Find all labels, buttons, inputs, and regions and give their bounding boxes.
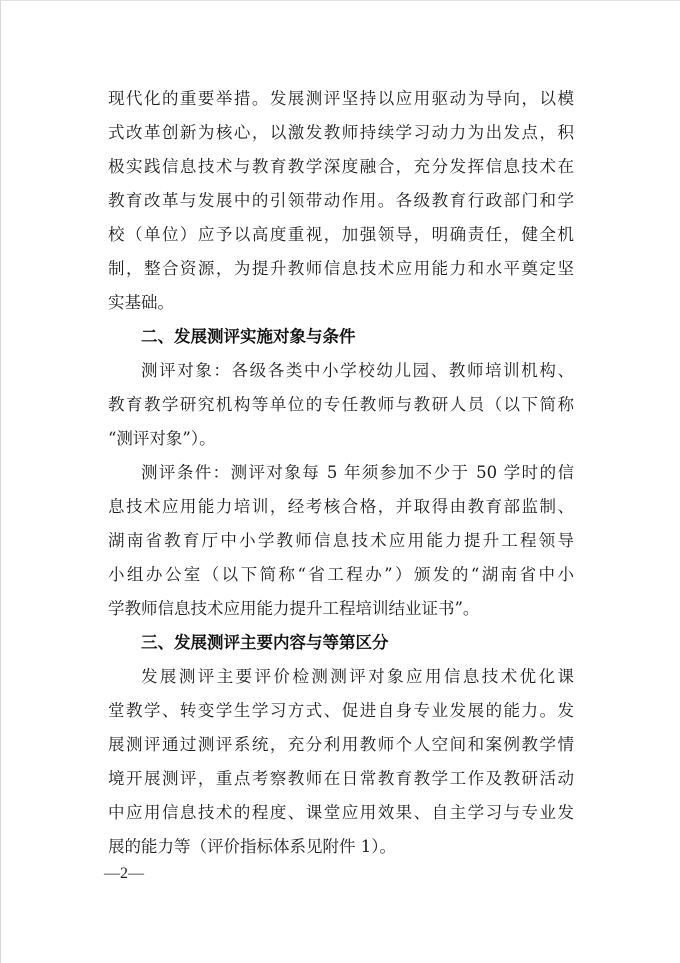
text-line: 堂教学、转变学生学习方式、促进自身专业发展的能力。发 — [108, 701, 574, 720]
page-number: —2— — [104, 865, 144, 882]
text-line: 息技术应用能力培训，经考核合格，并取得由教育部监制、 — [108, 497, 574, 516]
section-heading: 二、发展测评实施对象与条件 — [141, 327, 356, 346]
text-line: 测评条件：测评对象每 5 年须参加不少于 50 学时的信 — [141, 463, 574, 482]
text-line: 境开展测评，重点考察教师在日常教育教学工作及教研活动 — [108, 769, 574, 788]
text-line: 校（单位）应予以高度重视，加强领导，明确责任，健全机 — [108, 225, 574, 244]
text-line: 湖南省教育厅中小学教师信息技术应用能力提升工程领导 — [108, 531, 574, 550]
text-line: 展的能力等（评价指标体系见附件 1）。 — [108, 837, 396, 856]
section-heading: 三、发展测评主要内容与等第区分 — [141, 633, 389, 652]
text-line: 实基础。 — [108, 293, 174, 312]
text-line: 制，整合资源，为提升教师信息技术应用能力和水平奠定坚 — [108, 259, 574, 278]
text-line: 式改革创新为核心，以激发教师持续学习动力为出发点，积 — [108, 123, 574, 142]
text-line: 小组办公室（以下简称“省工程办”）颁发的“湖南省中小 — [108, 565, 574, 584]
text-line: 中应用信息技术的程度、课堂应用效果、自主学习与专业发 — [108, 803, 574, 822]
text-line: 发展测评主要评价检测测评对象应用信息技术优化课 — [141, 667, 574, 686]
text-line: 学教师信息技术应用能力提升工程培训结业证书”。 — [108, 599, 480, 618]
text-line: 极实践信息技术与教育教学深度融合，充分发挥信息技术在 — [108, 157, 574, 176]
text-line: “测评对象”）。 — [108, 429, 216, 448]
text-line: 教育改革与发展中的引领带动作用。各级教育行政部门和学 — [108, 191, 574, 210]
text-line: 测评对象：各级各类中小学校幼儿园、教师培训机构、 — [141, 361, 574, 380]
text-line: 现代化的重要举措。发展测评坚持以应用驱动为导向，以模 — [108, 89, 574, 108]
text-line: 教育教学研究机构等单位的专任教师与教研人员（以下简称 — [108, 395, 574, 414]
text-line: 展测评通过测评系统，充分利用教师个人空间和案例教学情 — [108, 735, 574, 754]
